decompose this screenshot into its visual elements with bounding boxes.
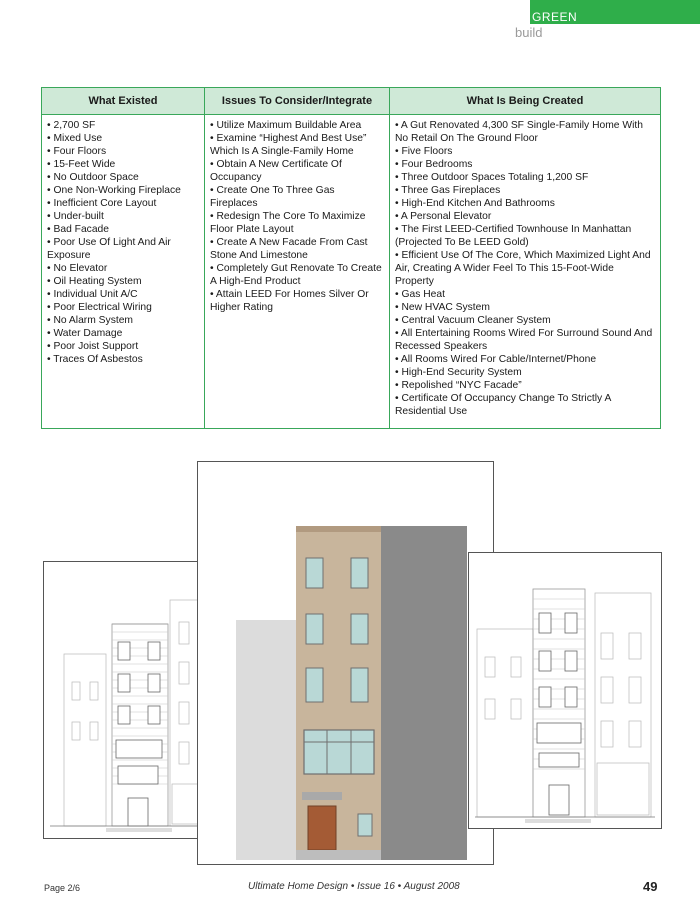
existed-item: • No Outdoor Space [47, 171, 199, 184]
existed-item: • Poor Use Of Light And Air Exposure [47, 236, 199, 262]
created-item: • Gas Heat [395, 288, 655, 301]
created-item: • Efficient Use Of The Core, Which Maximized Light And Air, Creating A Wider Feel To This 15-Foot-Wide Property [395, 249, 655, 288]
created-item: • Five Floors [395, 145, 655, 158]
page-number: 49 [643, 879, 658, 894]
created-item: • High-End Kitchen And Bathrooms [395, 197, 655, 210]
created-item: • Three Gas Fireplaces [395, 184, 655, 197]
issue-item: • Attain LEED For Homes Silver Or Higher Rating [210, 288, 384, 314]
existed-item: • One Non-Working Fireplace [47, 184, 199, 197]
issue-item: • Redesign The Core To Maximize Floor Plate Layout [210, 210, 384, 236]
existed-item: • Bad Facade [47, 223, 199, 236]
issue-item: • Completely Gut Renovate To Create A High-End Product [210, 262, 384, 288]
issue-item: • Examine “Highest And Best Use” Which Is A Single-Family Home [210, 132, 384, 158]
created-item: • All Rooms Wired For Cable/Internet/Phone [395, 353, 655, 366]
elevation-drawing-right [468, 552, 662, 829]
created-item: • Central Vacuum Cleaner System [395, 314, 655, 327]
brand-build-label: build [515, 25, 543, 40]
magazine-credit: Ultimate Home Design • Issue 16 • August 2008 [248, 881, 460, 892]
existed-item: • Mixed Use [47, 132, 199, 145]
header-being-created: What Is Being Created [389, 88, 660, 115]
existed-item: • No Alarm System [47, 314, 199, 327]
existed-item: • Under-built [47, 210, 199, 223]
issue-item: • Create One To Three Gas Fireplaces [210, 184, 384, 210]
issue-item: • Create A New Facade From Cast Stone And Limestone [210, 236, 384, 262]
facade-rendering [197, 461, 494, 865]
column-issues [204, 115, 389, 428]
existed-item: • Water Damage [47, 327, 199, 340]
created-item: • Certificate Of Occupancy Change To Strictly A Residential Use [395, 392, 655, 418]
brand-green-label: GREEN [532, 10, 578, 24]
existed-item: • Poor Electrical Wiring [47, 301, 199, 314]
issue-item: • Utilize Maximum Buildable Area [210, 119, 384, 132]
existed-item: • Individual Unit A/C [47, 288, 199, 301]
created-item: • Three Outdoor Spaces Totaling 1,200 SF [395, 171, 655, 184]
page-indicator: Page 2/6 [44, 883, 81, 893]
created-item: • Four Bedrooms [395, 158, 655, 171]
existed-item: • Traces Of Asbestos [47, 353, 199, 366]
created-item: • All Entertaining Rooms Wired For Surround Sound And Recessed Speakers [395, 327, 655, 353]
existed-item: • Oil Heating System [47, 275, 199, 288]
header-issues: Issues To Consider/Integrate [204, 88, 389, 115]
created-item: • High-End Security System [395, 366, 655, 379]
existed-item: • Poor Joist Support [47, 340, 199, 353]
created-item: • A Personal Elevator [395, 210, 655, 223]
header-what-existed: What Existed [42, 88, 204, 115]
elevation-sketch-right [469, 553, 661, 828]
facade-rendering-graphic [198, 462, 493, 864]
created-item: • The First LEED-Certified Townhouse In Manhattan (Projected To Be LEED Gold) [395, 223, 655, 249]
created-item: • New HVAC System [395, 301, 655, 314]
created-item: • A Gut Renovated 4,300 SF Single-Family Home With No Retail On The Ground Floor [395, 119, 655, 145]
created-item: • Repolished “NYC Facade” [395, 379, 655, 392]
existed-item: • 15-Feet Wide [47, 158, 199, 171]
column-being-created [389, 115, 660, 428]
existed-item: • No Elevator [47, 262, 199, 275]
issue-item: • Obtain A New Certificate Of Occupancy [210, 158, 384, 184]
column-what-existed [42, 115, 204, 428]
comparison-table [41, 87, 661, 429]
existed-item: • Four Floors [47, 145, 199, 158]
existed-item: • Inefficient Core Layout [47, 197, 199, 210]
existed-item: • 2,700 SF [47, 119, 199, 132]
